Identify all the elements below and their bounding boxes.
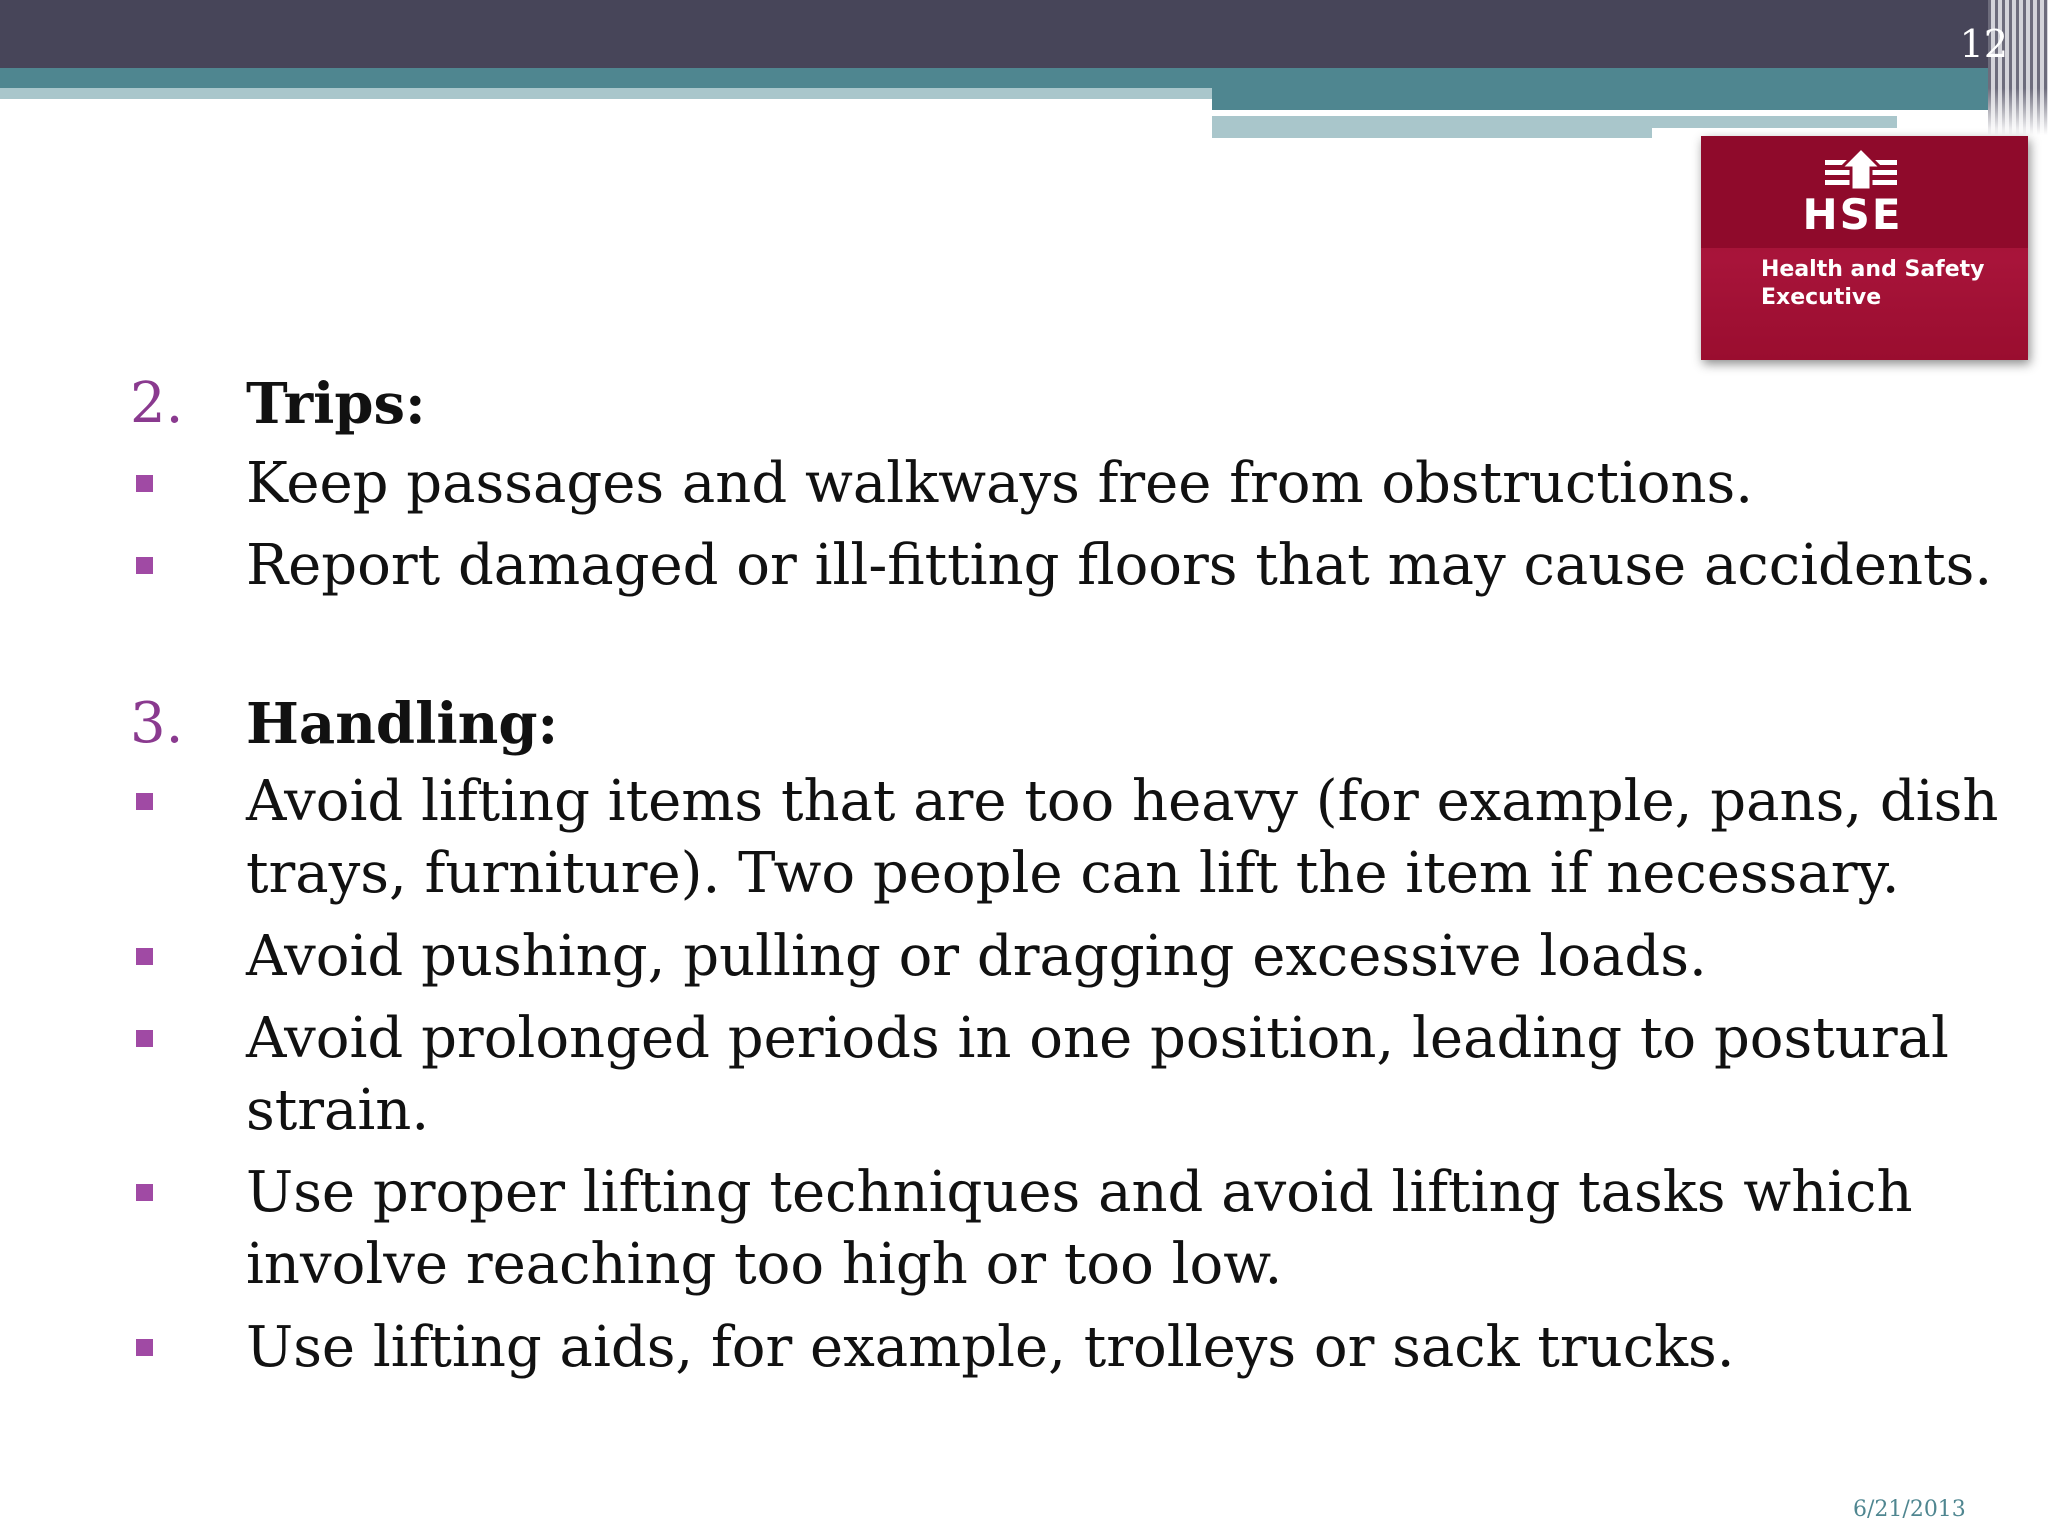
bullet-marker — [136, 948, 153, 965]
bullet-text: Report damaged or ill-fitting floors that may cause accidents. — [246, 533, 1993, 598]
bullet-text-continued: trays, furniture). Two people can lift the item if necessary. — [246, 841, 1900, 906]
bullet-marker — [136, 557, 153, 574]
logo-organization-name: Health and Safety Executive — [1761, 257, 1985, 310]
section-heading: Handling: — [246, 691, 559, 757]
bullet-text: Avoid prolonged periods in one position, leading to postural — [246, 1006, 1949, 1071]
slide-date: 6/21/2013 — [1853, 1497, 1966, 1522]
section-number: 3. — [130, 691, 184, 756]
slide-number: 12 — [1959, 22, 2008, 66]
bullet-text: Avoid pushing, pulling or dragging excessive loads. — [246, 924, 1707, 989]
bullet-text-continued: strain. — [246, 1078, 430, 1143]
bullet-text: Avoid lifting items that are too heavy (for example, pans, dish — [246, 769, 1999, 834]
bullet-marker — [136, 1339, 153, 1356]
bullet-marker — [136, 475, 153, 492]
bullet-text: Use lifting aids, for example, trolleys or sack trucks. — [246, 1315, 1735, 1380]
bullet-text: Use proper lifting techniques and avoid lifting tasks which — [246, 1160, 1913, 1225]
bullet-marker — [136, 1030, 153, 1047]
logo-abbreviation: HSE — [1802, 190, 1903, 239]
bullet-marker — [136, 1184, 153, 1201]
bullet-text-continued: involve reaching too high or too low. — [246, 1232, 1283, 1297]
bullet-text: Keep passages and walkways free from obstructions. — [246, 451, 1754, 516]
bullet-marker — [136, 793, 153, 810]
section-heading: Trips: — [246, 371, 426, 437]
section-number: 2. — [130, 371, 184, 436]
